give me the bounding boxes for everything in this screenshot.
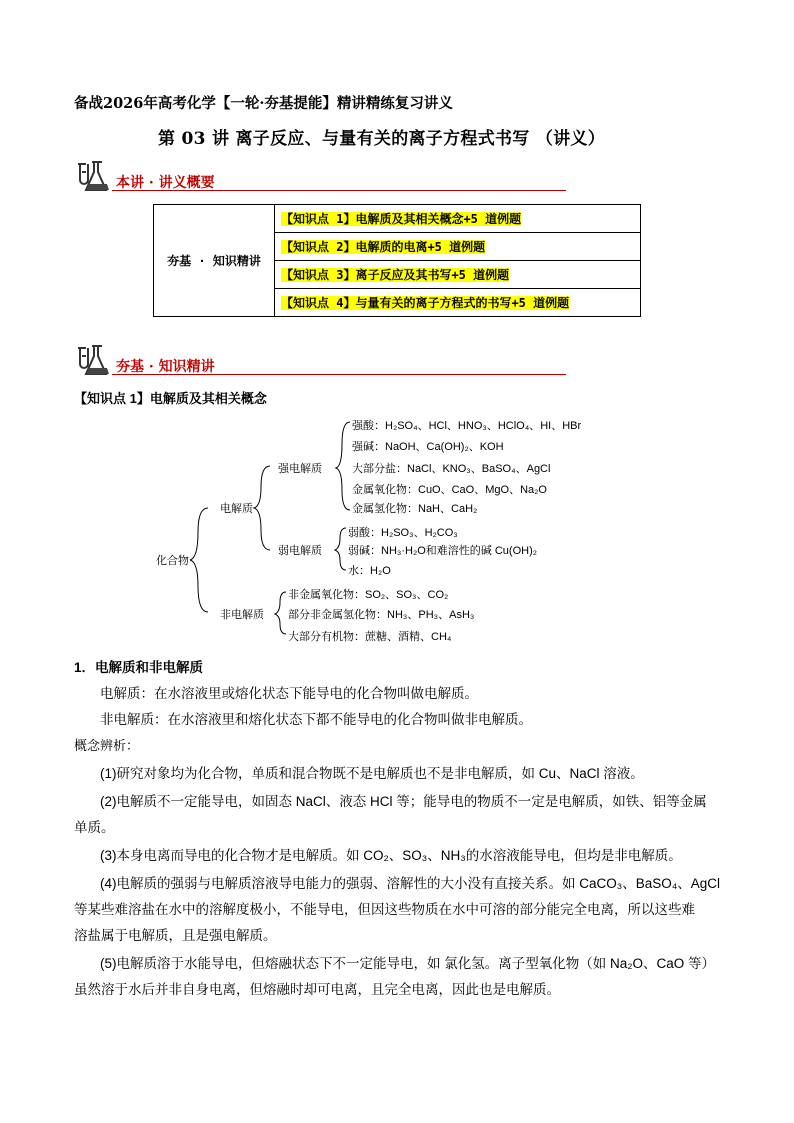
tree-strong-item: 金属氢化物：NaH、CaH₂ [352, 503, 478, 515]
tree-non-item: 大部分有机物：蔗糖、酒精、CH₄ [288, 631, 452, 643]
concept-point-cont: 等某些难溶盐在水中的溶解度极小，不能导电，但因这些物质在水中可溶的部分能完全电离，所以这些难 [74, 902, 695, 917]
section-divider [112, 374, 566, 375]
tree-weak-item: 弱酸：H₂SO₃、H₂CO₃ [348, 527, 458, 539]
concept-label: 概念辨析： [74, 738, 140, 753]
concept-point: (5)电解质溶于水能导电，但熔融状态下不一定能导电，如 氯化氢。离子型氧化物（如 Na₂O、CaO 等） [100, 956, 716, 971]
tree-strong-item: 大部分盐：NaCl、KNO₃、BaSO₄、AgCl [352, 463, 551, 475]
classification-tree [140, 412, 660, 652]
tree-strong-item: 金属氧化物：CuO、CaO、MgO、Na₂O [352, 484, 547, 496]
concept-point-cont: 虽然溶于水后并非自身电离，但熔融时却可电离，且完全电离，因此也是电解质。 [74, 982, 560, 997]
section-divider [112, 190, 566, 191]
tree-strong-label: 强电解质 [278, 463, 322, 475]
overview-item: 【知识点 2】电解质的电离+5 道例题 [275, 233, 641, 261]
tree-weak-item: 水：H₂O [348, 565, 391, 577]
subsection-heading: 1．电解质和非电解质 [74, 660, 204, 675]
document-series-title: 备战2026年高考化学【一轮·夯基提能】精讲精练复习讲义 [74, 95, 453, 112]
concept-point: (3)本身电离而导电的化合物才是电解质。如 CO₂、SO₃、NH₃的水溶液能导电，但均是非电解质。 [100, 848, 682, 863]
overview-left-label: 夯基 · 知识精讲 [154, 205, 275, 317]
concept-point-cont: 单质。 [74, 820, 115, 835]
concept-point: (4)电解质的强弱与电解质溶液导电能力的强弱、溶解性的大小没有直接关系。如 CaCO₃、BaSO₄、AgCl [100, 876, 721, 891]
overview-item: 【知识点 3】离子反应及其书写+5 道例题 [275, 261, 641, 289]
section-title-overview: 本讲 · 讲义概要 [116, 175, 215, 191]
tree-strong-item: 强碱：NaOH、Ca(OH)₂、KOH [352, 441, 504, 453]
tree-non-item: 部分非金属氢化物：NH₃、PH₃、AsH₃ [288, 609, 475, 621]
flask-icon [74, 158, 114, 194]
definition-electrolyte: 电解质：在水溶液里或熔化状态下能导电的化合物叫做电解质。 [100, 686, 478, 701]
overview-item: 【知识点 4】与量有关的离子方程式的书写+5 道例题 [275, 289, 641, 317]
definition-nonelectrolyte: 非电解质：在水溶液里和熔化状态下都不能导电的化合物叫做非电解质。 [100, 712, 532, 727]
tree-weak-item: 弱碱：NH₃·H₂O和难溶性的碱 Cu(OH)₂ [348, 545, 538, 557]
overview-table [153, 204, 641, 317]
lecture-title: 第 03 讲 离子反应、与量有关的离子方程式书写 （讲义） [158, 129, 606, 149]
concept-point: (1)研究对象均为化合物，单质和混合物既不是电解质也不是非电解质，如 Cu、NaCl 溶液。 [100, 766, 644, 781]
flask-icon [74, 342, 114, 378]
section-title-knowledge: 夯基 · 知识精讲 [116, 359, 215, 375]
tree-root-label: 化合物 [156, 555, 189, 567]
tree-electrolyte-label: 电解质 [220, 503, 253, 515]
concept-point-cont: 溶盐属于电解质，且是强电解质。 [74, 928, 277, 943]
tree-non-item: 非金属氧化物：SO₂、SO₃、CO₂ [288, 589, 449, 601]
tree-weak-label: 弱电解质 [278, 545, 322, 557]
knowledge-point-heading: 【知识点 1】电解质及其相关概念 [74, 391, 267, 406]
tree-strong-item: 强酸：H₂SO₄、HCl、HNO₃、HClO₄、HI、HBr [352, 420, 582, 432]
concept-point: (2)电解质不一定能导电，如固态 NaCl、液态 HCl 等；能导电的物质不一定是电解质，如铁、铝等金属 [100, 794, 707, 809]
tree-nonelectrolyte-label: 非电解质 [220, 609, 264, 621]
overview-item: 【知识点 1】电解质及其相关概念+5 道例题 [275, 205, 641, 233]
